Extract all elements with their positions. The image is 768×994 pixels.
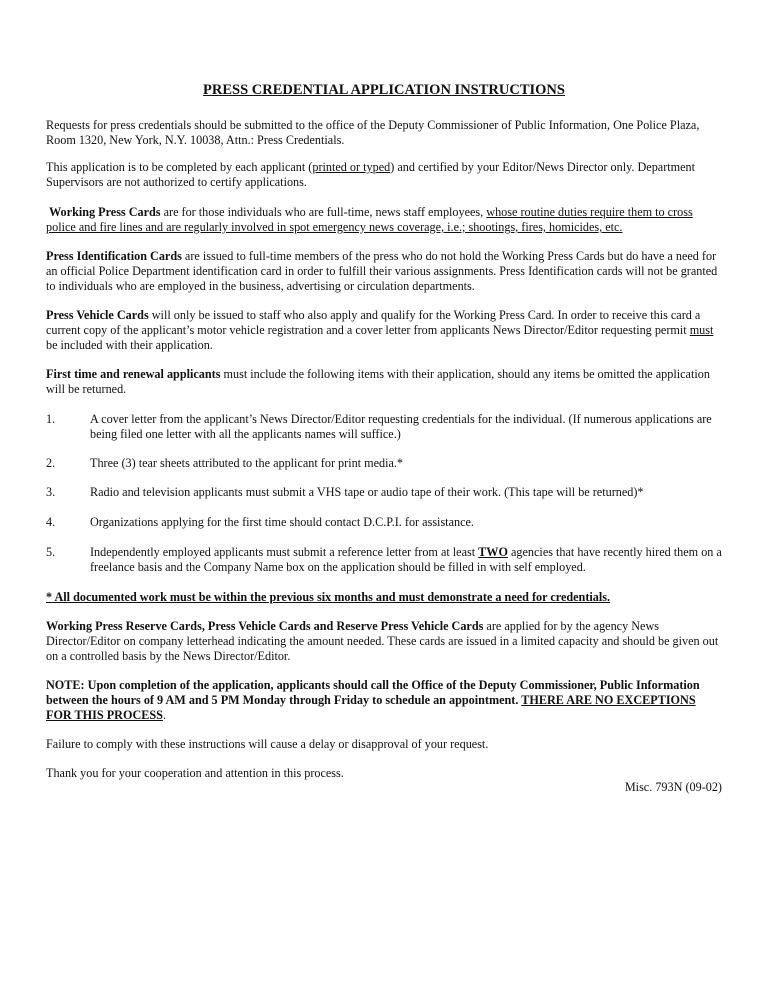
press-vehicle-cards-paragraph: [46, 308, 722, 353]
text: are issued to full-time members of the press who do not hold the Working Press Cards but do have a need for an official Police Department identification card in order to fulfill their various assignments. Press Identification cards will not be granted to individuals who are employed in the business, advertising or circulation departments.: [46, 249, 718, 293]
item-text: Three (3) tear sheets attributed to the applicant for print media.*: [90, 456, 404, 470]
item-number: 2.: [46, 456, 56, 470]
submission-paragraph: Requests for press credentials should be submitted to the office of the Deputy Commissioner of Public Information, One Police Plaza, Room 1320, New York, N.Y. 10038, Attn.: Press Credentials.: [46, 118, 700, 147]
failure-paragraph: Failure to comply with these instructions will cause a delay or disapproval of your request.: [46, 737, 489, 751]
item-number: 3.: [46, 485, 56, 499]
text: are for those individuals who are full-time, news staff employees,: [160, 205, 487, 219]
text: be included with their application.: [46, 338, 213, 352]
documented-work-note: * All documented work must be within the previous six months and must demonstrate a need for credentials.: [46, 590, 611, 604]
underlined-text: THERE ARE NO EXCEPTIONS FOR THIS PROCESS: [46, 693, 696, 722]
section-heading: Working Press Cards: [49, 205, 161, 219]
item-text: [90, 545, 722, 575]
text: agencies that have recently hired them on a freelance basis and the Company Name box on the application should be filled in with self employed.: [90, 545, 722, 574]
underlined-text: printed or typed: [312, 160, 391, 174]
underlined-text: must: [689, 323, 714, 337]
applicants-paragraph: [46, 367, 722, 397]
text: .: [162, 708, 166, 722]
section-heading: Working Press Reserve Cards, Press Vehicle Cards and Reserve Press Vehicle Cards: [46, 619, 484, 633]
item-text: Organizations applying for the first time should contact D.C.P.I. for assistance.: [90, 515, 474, 529]
item-text: A cover letter from the applicant’s News Director/Editor requesting credentials for the individual. (If numerous applications are being filed one letter with all the applicants names will suffice.): [90, 412, 712, 441]
press-identification-cards-paragraph: [46, 249, 722, 294]
form-number: Misc. 793N (09-02): [624, 780, 722, 794]
text: will only be issued to staff who also apply and qualify for the Working Press Card. In order to receive this card a current copy of the applicant’s motor vehicle registration and a cover letter from applicants News Director/Editor requesting permit: [46, 308, 701, 337]
section-heading: First time and renewal applicants: [46, 367, 221, 381]
item-number: 4.: [46, 515, 56, 529]
thank-you-paragraph: Thank you for your cooperation and attention in this process.: [46, 766, 344, 780]
item-number: 5.: [46, 545, 56, 559]
text: Independently employed applicants must submit a reference letter from at least: [90, 545, 479, 559]
text: This application is to be completed by each applicant (: [46, 160, 313, 174]
section-heading: Press Vehicle Cards: [46, 308, 149, 322]
reserve-cards-paragraph: [46, 619, 722, 664]
page-title: PRESS CREDENTIAL APPLICATION INSTRUCTIONS: [203, 82, 565, 98]
item-text: Radio and television applicants must submit a VHS tape or audio tape of their work. (This tape will be returned)*: [90, 485, 644, 499]
text: NOTE: Upon completion of the application, applicants should call the Office of the Deputy Commissioner, Public Information between the hours of 9 AM and 5 PM Monday through Friday to schedule an appointment.: [46, 678, 700, 707]
appointment-note: [46, 678, 722, 723]
text: are applied for by the agency News Director/Editor on company letterhead indicating the amount needed. These cards are issued in a limited capacity and should be given out on a controlled basis by the News Director/Editor.: [46, 619, 719, 663]
underlined-text: whose routine duties require them to cross police and fire lines and are regularly involved in spot emergency news coverage, i.e.; shootings, fires, homicides, etc.: [46, 205, 693, 234]
working-press-cards-paragraph: [46, 205, 722, 235]
text: ) and certified by your Editor/News Director only. Department Supervisors are not authorized to certify applications.: [46, 160, 696, 189]
text: must include the following items with their application, should any items be omitted the application will be returned.: [46, 367, 710, 396]
item-number: 1.: [46, 412, 56, 426]
emphasis: TWO: [478, 545, 508, 559]
certification-paragraph: [46, 160, 722, 190]
section-heading: Press Identification Cards: [46, 249, 182, 263]
